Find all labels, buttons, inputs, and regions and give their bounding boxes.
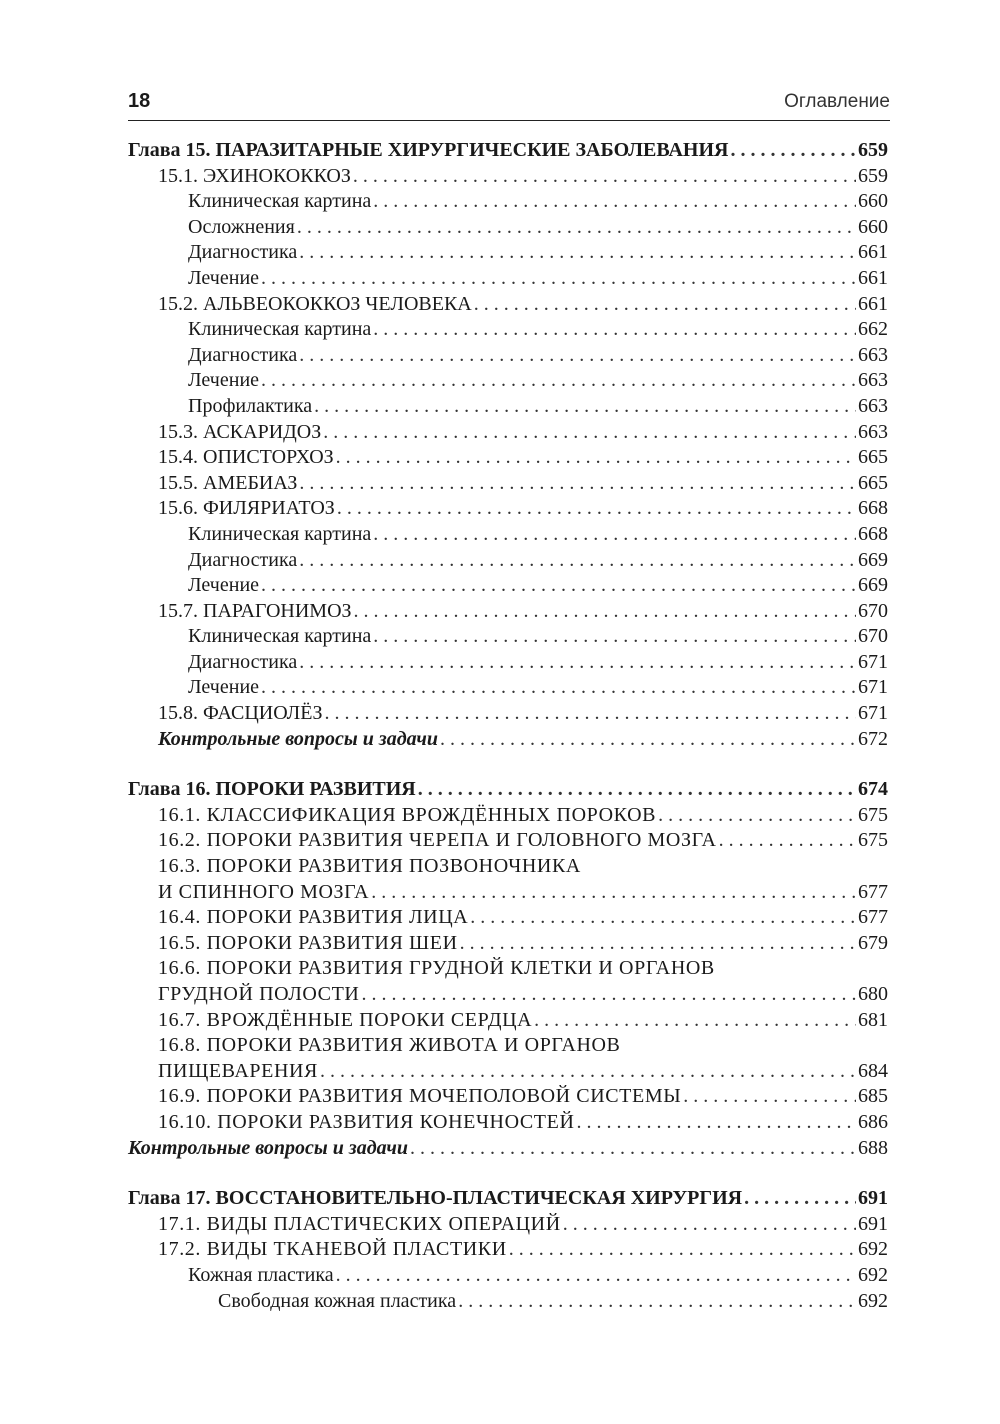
toc-entry-title: Глава 17. ВОССТАНОВИТЕЛЬНО-ПЛАСТИЧЕСКАЯ ХИРУРГИЯ: [128, 1187, 743, 1210]
toc-page-number: 675: [858, 829, 888, 852]
toc-page-number: 670: [858, 599, 888, 622]
toc-page-number: 669: [858, 548, 888, 571]
toc-subsection[interactable]: [128, 394, 888, 420]
dot-leader: [744, 1186, 856, 1212]
dot-leader: [373, 317, 856, 343]
toc-page-number: 671: [858, 702, 888, 725]
dot-leader: [323, 420, 856, 446]
toc-page-number: 691: [858, 1212, 888, 1235]
dot-leader: [324, 701, 856, 727]
toc-entry-title: Диагностика: [188, 650, 298, 673]
toc-subsection[interactable]: [128, 343, 888, 369]
toc-page-number: 661: [858, 292, 888, 315]
toc-section[interactable]: [128, 1084, 888, 1110]
toc-questions[interactable]: [128, 1136, 888, 1162]
toc-entry-title: 15.2. АЛЬВЕОКОККОЗ ЧЕЛОВЕКА: [158, 292, 472, 315]
toc-entry-title: Кожная пластика: [188, 1263, 334, 1286]
toc-page-number: 692: [858, 1289, 888, 1312]
dot-leader: [261, 368, 856, 394]
toc-entry-title: 16.10. ПОРОКИ РАЗВИТИЯ КОНЕЧНОСТЕЙ: [158, 1110, 575, 1133]
toc-entry-title-cont: ПИЩЕВАРЕНИЯ: [158, 1059, 318, 1082]
toc-page-number: 659: [858, 139, 888, 161]
toc-entry-title: Лечение: [188, 574, 260, 597]
toc-page-number: 675: [858, 803, 888, 826]
toc-entry-title: 15.1. ЭХИНОКОККОЗ: [158, 164, 351, 187]
dot-leader: [299, 240, 856, 266]
toc-entry-title: Глава 16. ПОРОКИ РАЗВИТИЯ: [128, 778, 416, 801]
toc-section[interactable]: [128, 905, 888, 931]
toc-entry-title: Клиническая картина: [188, 522, 372, 545]
toc-entry-title: Лечение: [188, 676, 260, 699]
toc-subsection[interactable]: [128, 573, 888, 599]
dot-leader: [297, 215, 856, 241]
dot-leader: [470, 905, 856, 931]
toc-subsection[interactable]: [128, 240, 888, 266]
dot-leader: [683, 1084, 856, 1110]
toc-page-number: 684: [858, 1059, 888, 1082]
toc-subsection[interactable]: [128, 317, 888, 343]
toc-page-number: 663: [858, 369, 888, 392]
toc-entry-title: Клиническая картина: [188, 318, 372, 341]
dot-leader: [458, 1289, 856, 1315]
table-of-contents: [128, 138, 888, 1314]
toc-entry-title: 16.1. КЛАССИФИКАЦИЯ ВРОЖДЁННЫХ ПОРОКОВ: [158, 803, 657, 826]
toc-section[interactable]: [128, 1237, 888, 1263]
running-title: Оглавление: [784, 91, 890, 112]
toc-section[interactable]: [128, 1110, 888, 1136]
toc-entry-title: 16.4. ПОРОКИ РАЗВИТИЯ ЛИЦА: [158, 906, 469, 929]
toc-subsection[interactable]: [128, 548, 888, 574]
dot-leader: [261, 266, 856, 292]
toc-page-number: 672: [858, 727, 888, 750]
dot-leader: [418, 777, 856, 803]
toc-page-number: 677: [858, 906, 888, 929]
toc-page-number: 670: [858, 625, 888, 648]
toc-entry-title: Свободная кожная пластика: [218, 1289, 457, 1312]
dot-leader: [373, 624, 856, 650]
toc-entry-title: 16.5. ПОРОКИ РАЗВИТИЯ ШЕИ: [158, 931, 458, 954]
toc-entry-title: Осложнения: [188, 215, 295, 238]
toc-section[interactable]: [128, 1008, 888, 1034]
toc-entry-title: 16.3. ПОРОКИ РАЗВИТИЯ ПОЗВОНОЧНИКА: [158, 855, 581, 878]
toc-entry-title: Профилактика: [188, 394, 313, 417]
chapter-spacer: [128, 752, 888, 777]
toc-page-number: 674: [858, 778, 888, 801]
toc-section-line1[interactable]: [128, 854, 888, 880]
toc-entry-title: 15.5. АМЕБИАЗ: [158, 471, 298, 494]
toc-page-number: 661: [858, 241, 888, 264]
toc-section[interactable]: [128, 292, 888, 318]
dot-leader: [353, 164, 856, 190]
toc-chapter-16[interactable]: [128, 777, 888, 803]
dot-leader: [534, 1008, 856, 1034]
toc-entry-title: 16.6. ПОРОКИ РАЗВИТИЯ ГРУДНОЙ КЛЕТКИ И ОРГАНОВ: [158, 957, 715, 980]
toc-subsection[interactable]: [128, 215, 888, 241]
toc-section[interactable]: [128, 701, 888, 727]
toc-entry-title: Лечение: [188, 369, 260, 392]
toc-entry-title: Контрольные вопросы и задачи: [128, 1136, 408, 1159]
toc-entry-title: 15.6. ФИЛЯРИАТОЗ: [158, 497, 335, 520]
dot-leader: [509, 1237, 856, 1263]
dot-leader: [299, 650, 856, 676]
dot-leader: [361, 982, 856, 1008]
page-number: 18: [128, 90, 151, 112]
toc-subsection[interactable]: [128, 522, 888, 548]
toc-page-number: 691: [858, 1187, 888, 1210]
toc-entry-title: 16.2. ПОРОКИ РАЗВИТИЯ ЧЕРЕПА И ГОЛОВНОГО МОЗГА: [158, 829, 717, 852]
dot-leader: [460, 931, 856, 957]
dot-leader: [730, 138, 856, 164]
toc-entry-title: 15.3. АСКАРИДОЗ: [158, 420, 322, 443]
toc-subsection[interactable]: [128, 1263, 888, 1289]
dot-leader: [314, 394, 856, 420]
toc-page-number: 669: [858, 574, 888, 597]
toc-entry-title: Диагностика: [188, 241, 298, 264]
toc-section[interactable]: [128, 445, 888, 471]
dot-leader: [474, 292, 856, 318]
toc-page-number: 680: [858, 983, 888, 1005]
toc-page-number: 665: [858, 446, 888, 469]
toc-section[interactable]: [128, 420, 888, 446]
toc-entry-title: Глава 15. ПАРАЗИТАРНЫЕ ХИРУРГИЧЕСКИЕ ЗАБОЛЕВАНИЯ: [128, 139, 729, 161]
toc-page-number: 661: [858, 266, 888, 289]
dot-leader: [410, 1136, 856, 1162]
dot-leader: [336, 1263, 856, 1289]
toc-page-number: 668: [858, 522, 888, 545]
toc-section[interactable]: [128, 599, 888, 625]
toc-section[interactable]: [128, 803, 888, 829]
toc-page-number: 692: [858, 1238, 888, 1261]
toc-section[interactable]: [128, 828, 888, 854]
toc-page-number: 660: [858, 215, 888, 238]
toc-section-line1[interactable]: [128, 956, 888, 982]
toc-page-number: 663: [858, 420, 888, 443]
toc-subsection[interactable]: [128, 675, 888, 701]
dot-leader: [563, 1212, 856, 1238]
toc-page-number: 685: [858, 1085, 888, 1108]
toc-section[interactable]: [128, 1212, 888, 1238]
chapter-spacer: [128, 1161, 888, 1186]
toc-entry-title: Контрольные вопросы и задачи: [158, 727, 438, 750]
toc-page-number: 668: [858, 497, 888, 520]
toc-page-number: 659: [858, 164, 888, 187]
toc-page-number: 663: [858, 394, 888, 417]
toc-section-line2[interactable]: [128, 880, 888, 906]
dot-leader: [299, 471, 856, 497]
toc-page-number: 686: [858, 1110, 888, 1133]
toc-page-number: 662: [858, 318, 888, 341]
toc-page-number: 688: [858, 1136, 888, 1159]
toc-entry-title: 15.7. ПАРАГОНИМОЗ: [158, 599, 352, 622]
toc-page-number: 679: [858, 931, 888, 954]
toc-subsection[interactable]: [128, 650, 888, 676]
toc-page-number: 671: [858, 676, 888, 699]
toc-entry-title-cont: ГРУДНОЙ ПОЛОСТИ: [158, 983, 360, 1005]
toc-subsection[interactable]: [128, 266, 888, 292]
toc-entry-title: Лечение: [188, 266, 260, 289]
toc-section[interactable]: [128, 471, 888, 497]
dot-leader: [354, 599, 856, 625]
dot-leader: [261, 675, 856, 701]
toc-subsection[interactable]: [128, 368, 888, 394]
toc-entry-title: 16.8. ПОРОКИ РАЗВИТИЯ ЖИВОТА И ОРГАНОВ: [158, 1034, 621, 1057]
toc-page-number: 671: [858, 650, 888, 673]
toc-entry-title: Диагностика: [188, 548, 298, 571]
toc-page-number: 677: [858, 880, 888, 903]
toc-chapter-17[interactable]: [128, 1186, 888, 1212]
toc-section[interactable]: [128, 164, 888, 190]
dot-leader: [373, 522, 856, 548]
toc-entry-title: 16.7. ВРОЖДЁННЫЕ ПОРОКИ СЕРДЦА: [158, 1008, 533, 1031]
toc-page-number: 660: [858, 190, 888, 213]
dot-leader: [299, 343, 856, 369]
toc-entry-title: 15.8. ФАСЦИОЛЁЗ: [158, 702, 323, 725]
toc-section-line2[interactable]: [128, 982, 888, 1008]
toc-entry-title: 17.2. ВИДЫ ТКАНЕВОЙ ПЛАСТИКИ: [158, 1238, 507, 1261]
dot-leader: [658, 803, 856, 829]
toc-entry-title: Клиническая картина: [188, 625, 372, 648]
dot-leader: [320, 1059, 856, 1085]
dot-leader: [337, 496, 856, 522]
toc-entry-title-cont: И СПИННОГО МОЗГА: [158, 880, 370, 903]
dot-leader: [261, 573, 856, 599]
toc-section[interactable]: [128, 496, 888, 522]
toc-chapter-15[interactable]: [128, 138, 888, 164]
dot-leader: [373, 189, 856, 215]
dot-leader: [371, 880, 856, 906]
page-header: [128, 88, 890, 121]
toc-section-line1[interactable]: [128, 1033, 888, 1059]
toc-page-number: 681: [858, 1008, 888, 1031]
dot-leader: [576, 1110, 856, 1136]
dot-leader: [299, 548, 856, 574]
toc-subsection[interactable]: [128, 189, 888, 215]
toc-page-number: 663: [858, 343, 888, 366]
toc-entry-title: 17.1. ВИДЫ ПЛАСТИЧЕСКИХ ОПЕРАЦИЙ: [158, 1212, 561, 1235]
toc-subsubsection[interactable]: [128, 1289, 888, 1315]
toc-subsection[interactable]: [128, 624, 888, 650]
toc-entry-title: 16.9. ПОРОКИ РАЗВИТИЯ МОЧЕПОЛОВОЙ СИСТЕМЫ: [158, 1085, 682, 1108]
dot-leader: [719, 828, 856, 854]
toc-entry-title: 15.4. ОПИСТОРХОЗ: [158, 446, 334, 469]
toc-entry-title: Диагностика: [188, 343, 298, 366]
dot-leader: [440, 727, 856, 753]
dot-leader: [336, 445, 856, 471]
toc-questions[interactable]: [128, 727, 888, 753]
toc-section-line2[interactable]: [128, 1059, 888, 1085]
toc-section[interactable]: [128, 931, 888, 957]
toc-entry-title: Клиническая картина: [188, 190, 372, 213]
toc-page-number: 692: [858, 1263, 888, 1286]
toc-page-number: 665: [858, 471, 888, 494]
